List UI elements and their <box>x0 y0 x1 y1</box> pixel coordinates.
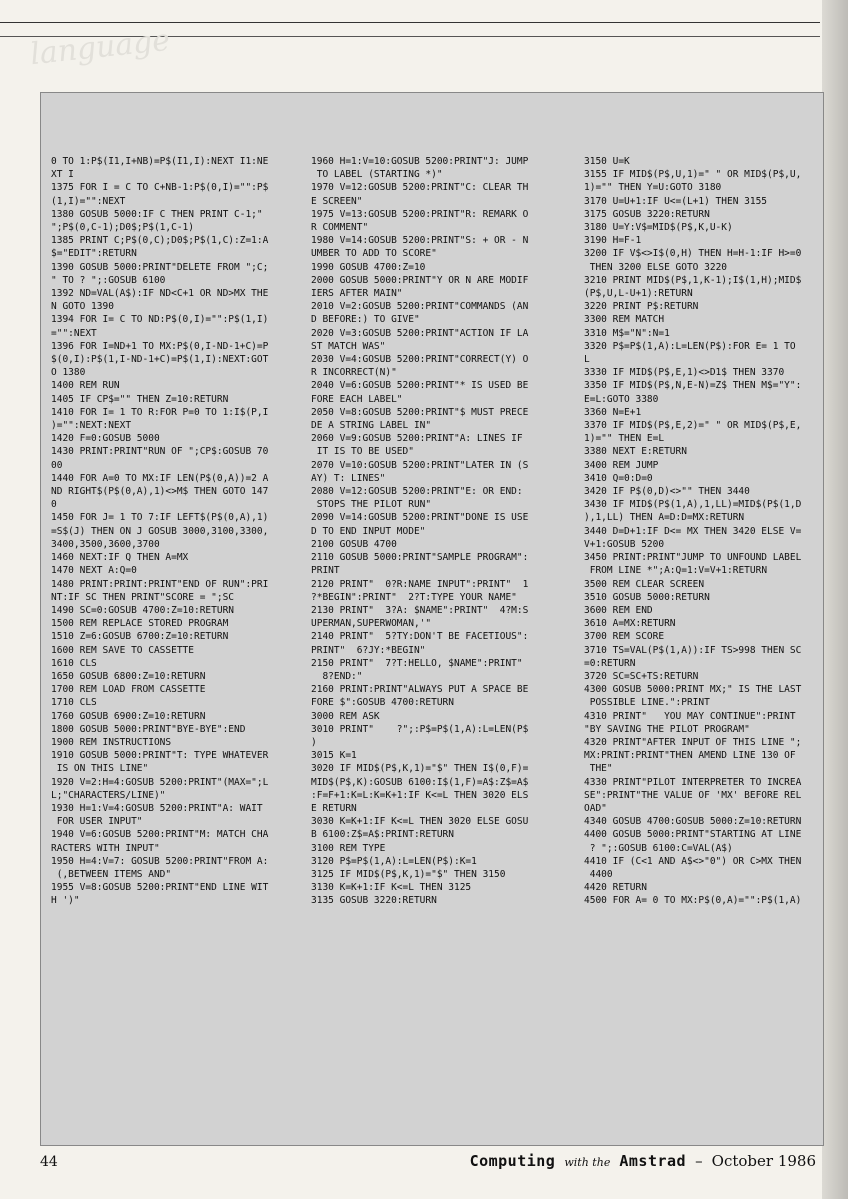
listing-column-3 <box>584 155 820 908</box>
code-line: FORE $":GOSUB 4700:RETURN <box>311 697 454 709</box>
code-line: D BEFORE:) TO GIVE" <box>311 314 420 326</box>
code-line: 2000 GOSUB 5000:PRINT"Y OR N ARE MODIF <box>311 274 529 286</box>
code-line: 3600 REM END <box>584 604 653 616</box>
code-line: L;"CHARACTERS/LINE)" <box>51 789 166 801</box>
code-line: ="":NEXT <box>51 327 97 339</box>
code-line: OAD" <box>584 802 607 814</box>
code-line: 3190 H=F-1 <box>584 235 642 247</box>
code-line: 3100 REM TYPE <box>311 842 386 854</box>
code-line: 2080 V=12:GOSUB 5200:PRINT"E: OR END: <box>311 486 523 498</box>
magazine-name-computing: Computing <box>469 1152 556 1170</box>
code-line: 4330 PRINT"PILOT INTERPRETER TO INCREA <box>584 776 802 788</box>
code-line: 2030 V=4:GOSUB 5200:PRINT"CORRECT(Y) O <box>311 354 529 366</box>
listing-column-1 <box>51 155 296 908</box>
code-line: 3330 IF MID$(P$,E,1)<>D1$ THEN 3370 <box>584 367 785 379</box>
code-line: FROM LINE *";A:Q=1:V=V+1:RETURN <box>584 565 768 577</box>
code-line: 3500 REM CLEAR SCREEN <box>584 578 705 590</box>
code-line: 3125 IF MID$(P$,K,1)="$" THEN 3150 <box>311 868 506 880</box>
code-line: UPERMAN,SUPERWOMAN,'" <box>311 618 432 630</box>
listing-panel <box>40 92 824 1146</box>
code-line: ND RIGHT$(P$(0,A),1)<>M$ THEN GOTO 147 <box>51 486 269 498</box>
code-line: 1955 V=8:GOSUB 5200:PRINT"END LINE WIT <box>51 882 269 894</box>
code-line: 2150 PRINT" 7?T:HELLO, $NAME":PRINT" <box>311 657 523 669</box>
code-line: 1450 FOR J= 1 TO 7:IF LEFT$(P$(0,A),1) <box>51 512 269 524</box>
code-line: L <box>584 354 590 366</box>
code-line: "BY SAVING THE PILOT PROGRAM" <box>584 723 750 735</box>
code-line: 3420 IF P$(0,D)<>"" THEN 3440 <box>584 486 750 498</box>
code-line: E=L:GOTO 3380 <box>584 393 659 405</box>
code-line: R COMMENT" <box>311 222 369 234</box>
code-line: MID$(P$,K):GOSUB 6100:I$(1,F)=A$:Z$=A$ <box>311 776 529 788</box>
code-line: 1480 PRINT:PRINT:PRINT"END OF RUN":PRI <box>51 578 269 590</box>
code-line: 1420 F=0:GOSUB 5000 <box>51 433 160 445</box>
code-line: 1)="" THEN E=L <box>584 433 665 445</box>
code-line: 4310 PRINT" YOU MAY CONTINUE":PRINT <box>584 710 796 722</box>
code-line: 1470 NEXT A:Q=0 <box>51 565 137 577</box>
issue-date: October 1986 <box>711 1152 816 1170</box>
code-line: 1940 V=6:GOSUB 5200:PRINT"M: MATCH CHA <box>51 829 269 841</box>
code-line: (,BETWEEN ITEMS AND" <box>51 868 172 880</box>
code-line: 1490 SC=0:GOSUB 4700:Z=10:RETURN <box>51 604 235 616</box>
page-footer <box>0 1152 820 1172</box>
code-line: THE" <box>584 763 613 775</box>
code-line: 3440 D=D+1:IF D<= MX THEN 3420 ELSE V= <box>584 525 802 537</box>
listing-column-2 <box>311 155 556 908</box>
code-line: N GOTO 1390 <box>51 301 114 313</box>
code-line: 1460 NEXT:IF Q THEN A=MX <box>51 552 189 564</box>
code-line: 1980 V=14:GOSUB 5200:PRINT"S: + OR - N <box>311 235 529 247</box>
code-line: 1390 GOSUB 5000:PRINT"DELETE FROM ";C; <box>51 261 269 273</box>
magazine-name-amstrad: Amstrad <box>619 1152 687 1170</box>
code-line: 3030 K=K+1:IF K<=L THEN 3020 ELSE GOSU <box>311 816 529 828</box>
header-rule-top <box>0 22 820 23</box>
code-line: 1970 V=12:GOSUB 5200:PRINT"C: CLEAR TH <box>311 182 529 194</box>
code-line: 0 <box>51 499 57 511</box>
code-line: 3210 PRINT MID$(P$,1,K-1);I$(1,H);MID$ <box>584 274 802 286</box>
code-line: 00 <box>51 459 63 471</box>
code-line: 2140 PRINT" 5?TY:DON'T BE FACETIOUS": <box>311 631 529 643</box>
code-line: :F=F+1:K=L:K=K+1:IF K<=L THEN 3020 ELS <box>311 789 529 801</box>
code-line: 3015 K=1 <box>311 750 357 762</box>
code-line: 3020 IF MID$(P$,K,1)="$" THEN I$(0,F)= <box>311 763 529 775</box>
code-line: 1400 REM RUN <box>51 380 120 392</box>
code-line: 3720 SC=SC+TS:RETURN <box>584 670 699 682</box>
code-line: 3000 REM ASK <box>311 710 380 722</box>
code-line: 1700 REM LOAD FROM CASSETTE <box>51 684 206 696</box>
code-line: 3170 U=U+1:IF U<=(L+1) THEN 3155 <box>584 195 768 207</box>
code-line: SE":PRINT"THE VALUE OF 'MX' BEFORE REL <box>584 789 802 801</box>
code-line: TO LABEL (STARTING *)" <box>311 169 443 181</box>
code-line: 4400 <box>584 868 613 880</box>
code-line: 4340 GOSUB 4700:GOSUB 5000:Z=10:RETURN <box>584 816 802 828</box>
code-line: 1760 GOSUB 6900:Z=10:RETURN <box>51 710 206 722</box>
code-line: 3220 PRINT P$:RETURN <box>584 301 699 313</box>
code-line: XT I <box>51 169 74 181</box>
code-line: 2100 GOSUB 4700 <box>311 538 397 550</box>
code-line: 3200 IF V$<>I$(0,H) THEN H=H-1:IF H>=0 <box>584 248 802 260</box>
code-line: FOR USER INPUT" <box>51 816 143 828</box>
code-line: 3180 U=Y:V$=MID$(P$,K,U-K) <box>584 222 733 234</box>
code-line: $="EDIT":RETURN <box>51 248 137 260</box>
code-line: 3010 PRINT" ?";:P$=P$(1,A):L=LEN(P$ <box>311 723 529 735</box>
code-line: 1910 GOSUB 5000:PRINT"T: TYPE WHATEVER <box>51 750 269 762</box>
code-line: D TO END INPUT MODE" <box>311 525 426 537</box>
code-line: H ')" <box>51 895 80 907</box>
code-line: ST MATCH WAS" <box>311 340 386 352</box>
code-line: 1396 FOR I=ND+1 TO MX:P$(0,I-ND-1+C)=P <box>51 340 269 352</box>
code-line: 1600 REM SAVE TO CASSETTE <box>51 644 194 656</box>
code-line: ";P$(0,C-1);D0$;P$(1,C-1) <box>51 222 194 234</box>
code-line: NT:IF SC THEN PRINT"SCORE = ";SC <box>51 591 235 603</box>
code-line: 4320 PRINT"AFTER INPUT OF THIS LINE "; <box>584 736 802 748</box>
code-line: 2120 PRINT" 0?R:NAME INPUT":PRINT" 1 <box>311 578 529 590</box>
code-line: 4420 RETURN <box>584 882 647 894</box>
code-line: " TO ? ";:GOSUB 6100 <box>51 274 166 286</box>
code-line: 2050 V=8:GOSUB 5200:PRINT"$ MUST PRECE <box>311 406 529 418</box>
code-line: 1610 CLS <box>51 657 97 669</box>
code-line: 4400 GOSUB 5000:PRINT"STARTING AT LINE <box>584 829 802 841</box>
code-line: 1394 FOR I= C TO ND:P$(0,I)="":P$(1,I) <box>51 314 269 326</box>
page-edge-shadow <box>822 0 848 1199</box>
code-line: AY) T: LINES" <box>311 472 386 484</box>
code-line: 1900 REM INSTRUCTIONS <box>51 736 172 748</box>
code-line: POSSIBLE LINE.":PRINT <box>584 697 710 709</box>
code-line: 1990 GOSUB 4700:Z=10 <box>311 261 426 273</box>
code-line: 4410 IF (C<1 AND A$<>"0") OR C>MX THEN <box>584 855 802 867</box>
code-line: MX:PRINT:PRINT"THEN AMEND LINE 130 OF <box>584 750 796 762</box>
code-line: 3430 IF MID$(P$(1,A),1,LL)=MID$(P$(1,D <box>584 499 802 511</box>
code-line: 3300 REM MATCH <box>584 314 665 326</box>
code-line: 2090 V=14:GOSUB 5200:PRINT"DONE IS USE <box>311 512 529 524</box>
code-line: 2020 V=3:GOSUB 5200:PRINT"ACTION IF LA <box>311 327 529 339</box>
code-line: 3400 REM JUMP <box>584 459 659 471</box>
code-line: 3350 IF MID$(P$,N,E-N)=Z$ THEN M$="Y": <box>584 380 802 392</box>
code-line: 1500 REM REPLACE STORED PROGRAM <box>51 618 229 630</box>
code-line: 1392 ND=VAL(A$):IF ND<C+1 OR ND>MX THE <box>51 288 269 300</box>
code-line: 2060 V=9:GOSUB 5200:PRINT"A: LINES IF <box>311 433 523 445</box>
code-line: 1440 FOR A=0 TO MX:IF LEN(P$(0,A))=2 A <box>51 472 269 484</box>
code-line: V+1:GOSUB 5200 <box>584 538 665 550</box>
code-line: 3450 PRINT:PRINT"JUMP TO UNFOUND LABEL <box>584 552 802 564</box>
code-line: 3370 IF MID$(P$,E,2)=" " OR MID$(P$,E, <box>584 420 802 432</box>
code-line: 4500 FOR A= 0 TO MX:P$(0,A)="":P$(1,A) <box>584 895 802 907</box>
code-line: 3150 U=K <box>584 156 630 167</box>
code-line: 3710 TS=VAL(P$(1,A)):IF TS>998 THEN SC <box>584 644 802 656</box>
code-line: 3380 NEXT E:RETURN <box>584 446 687 458</box>
code-line: 1920 V=2:H=4:GOSUB 5200:PRINT"(MAX=";L <box>51 776 269 788</box>
code-line: IT IS TO BE USED" <box>311 446 414 458</box>
code-line: RACTERS WITH INPUT" <box>51 842 160 854</box>
code-line: 3400,3500,3600,3700 <box>51 538 160 550</box>
code-line: 3155 IF MID$(P$,U,1)=" " OR MID$(P$,U, <box>584 169 802 181</box>
code-line: $(0,I):P$(1,I-ND-1+C)=P$(1,I):NEXT:GOT <box>51 354 269 366</box>
code-line: 2010 V=2:GOSUB 5200:PRINT"COMMANDS (AN <box>311 301 529 313</box>
page-number: 44 <box>40 1154 58 1170</box>
code-line: 3510 GOSUB 5000:RETURN <box>584 591 710 603</box>
code-line: 1)="" THEN Y=U:GOTO 3180 <box>584 182 722 194</box>
code-line: THEN 3200 ELSE GOTO 3220 <box>584 261 728 273</box>
code-line: 0 TO 1:P$(I1,I+NB)=P$(I1,I):NEXT I1:NE <box>51 156 269 167</box>
code-line: 2110 GOSUB 5000:PRINT"SAMPLE PROGRAM": <box>311 552 529 564</box>
code-line: IS ON THIS LINE" <box>51 763 149 775</box>
code-line: ? ";:GOSUB 6100:C=VAL(A$) <box>584 842 733 854</box>
code-line: R INCORRECT(N)" <box>311 367 397 379</box>
code-line: 1930 H=1:V=4:GOSUB 5200:PRINT"A: WAIT <box>51 802 263 814</box>
code-line: E SCREEN" <box>311 195 363 207</box>
code-line: 8?END:" <box>311 670 363 682</box>
code-line: 3135 GOSUB 3220:RETURN <box>311 895 437 907</box>
code-line: 1375 FOR I = C TO C+NB-1:P$(0,I)="":P$ <box>51 182 269 194</box>
code-line: ) <box>311 736 317 748</box>
code-line: 1410 FOR I= 1 TO R:FOR P=0 TO 1:I$(P,I <box>51 406 269 418</box>
footer-dash: – <box>695 1152 703 1170</box>
code-line: 2130 PRINT" 3?A: $NAME":PRINT" 4?M:S <box>311 604 529 616</box>
code-line: 3410 Q=0:D=0 <box>584 472 653 484</box>
code-line: 1800 GOSUB 5000:PRINT"BYE-BYE":END <box>51 723 246 735</box>
code-line: 3120 P$=P$(1,A):L=LEN(P$):K=1 <box>311 855 477 867</box>
code-line: 3610 A=MX:RETURN <box>584 618 676 630</box>
code-line: UMBER TO ADD TO SCORE" <box>311 248 437 260</box>
code-line: 1385 PRINT C;P$(0,C);D0$;P$(1,C):Z=1:A <box>51 235 269 247</box>
code-line: STOPS THE PILOT RUN" <box>311 499 432 511</box>
magazine-name-with-the: with the <box>564 1156 611 1169</box>
code-line: PRINT" 6?JY:*BEGIN" <box>311 644 426 656</box>
code-line: 1650 GOSUB 6800:Z=10:RETURN <box>51 670 206 682</box>
code-line: B 6100:Z$=A$:PRINT:RETURN <box>311 829 454 841</box>
code-line: FORE EACH LABEL" <box>311 393 403 405</box>
code-line: 3175 GOSUB 3220:RETURN <box>584 208 710 220</box>
code-line: O 1380 <box>51 367 86 379</box>
code-line: ),1,LL) THEN A=D:D=MX:RETURN <box>584 512 745 524</box>
code-line: PRINT <box>311 565 340 577</box>
code-line: 3130 K=K+1:IF K<=L THEN 3125 <box>311 882 472 894</box>
code-line: 1975 V=13:GOSUB 5200:PRINT"R: REMARK O <box>311 208 529 220</box>
code-line: E RETURN <box>311 802 357 814</box>
magazine-masthead <box>470 1152 816 1170</box>
code-line: =0:RETURN <box>584 657 636 669</box>
code-line: 1380 GOSUB 5000:IF C THEN PRINT C-1;" <box>51 208 263 220</box>
code-line: )="":NEXT:NEXT <box>51 420 132 432</box>
code-line: (1,I)="":NEXT <box>51 195 126 207</box>
code-line: =S$(J) THEN ON J GOSUB 3000,3100,3300, <box>51 525 269 537</box>
code-line: ?*BEGIN":PRINT" 2?T:TYPE YOUR NAME" <box>311 591 517 603</box>
code-line: 1510 Z=6:GOSUB 6700:Z=10:RETURN <box>51 631 229 643</box>
code-line: 1960 H=1:V=10:GOSUB 5200:PRINT"J: JUMP <box>311 156 529 167</box>
code-line: 2070 V=10:GOSUB 5200:PRINT"LATER IN (S <box>311 459 529 471</box>
code-line: 3700 REM SCORE <box>584 631 665 643</box>
code-line: 1430 PRINT:PRINT"RUN OF ";CP$:GOSUB 70 <box>51 446 269 458</box>
code-line: 1950 H=4:V=7: GOSUB 5200:PRINT"FROM A: <box>51 855 269 867</box>
code-line: 3320 P$=P$(1,A):L=LEN(P$):FOR E= 1 TO <box>584 340 796 352</box>
code-line: IERS AFTER MAIN" <box>311 288 403 300</box>
code-line: 2040 V=6:GOSUB 5200:PRINT"* IS USED BE <box>311 380 529 392</box>
code-line: 1710 CLS <box>51 697 97 709</box>
code-line: 2160 PRINT:PRINT"ALWAYS PUT A SPACE BE <box>311 684 529 696</box>
faded-section-header-logo: language <box>28 22 172 73</box>
code-line: 3310 M$="N":N=1 <box>584 327 670 339</box>
code-line: 3360 N=E+1 <box>584 406 642 418</box>
code-line: DE A STRING LABEL IN" <box>311 420 432 432</box>
code-line: (P$,U,L-U+1):RETURN <box>584 288 693 300</box>
code-line: 4300 GOSUB 5000:PRINT MX;" IS THE LAST <box>584 684 802 696</box>
code-line: 1405 IF CP$="" THEN Z=10:RETURN <box>51 393 229 405</box>
